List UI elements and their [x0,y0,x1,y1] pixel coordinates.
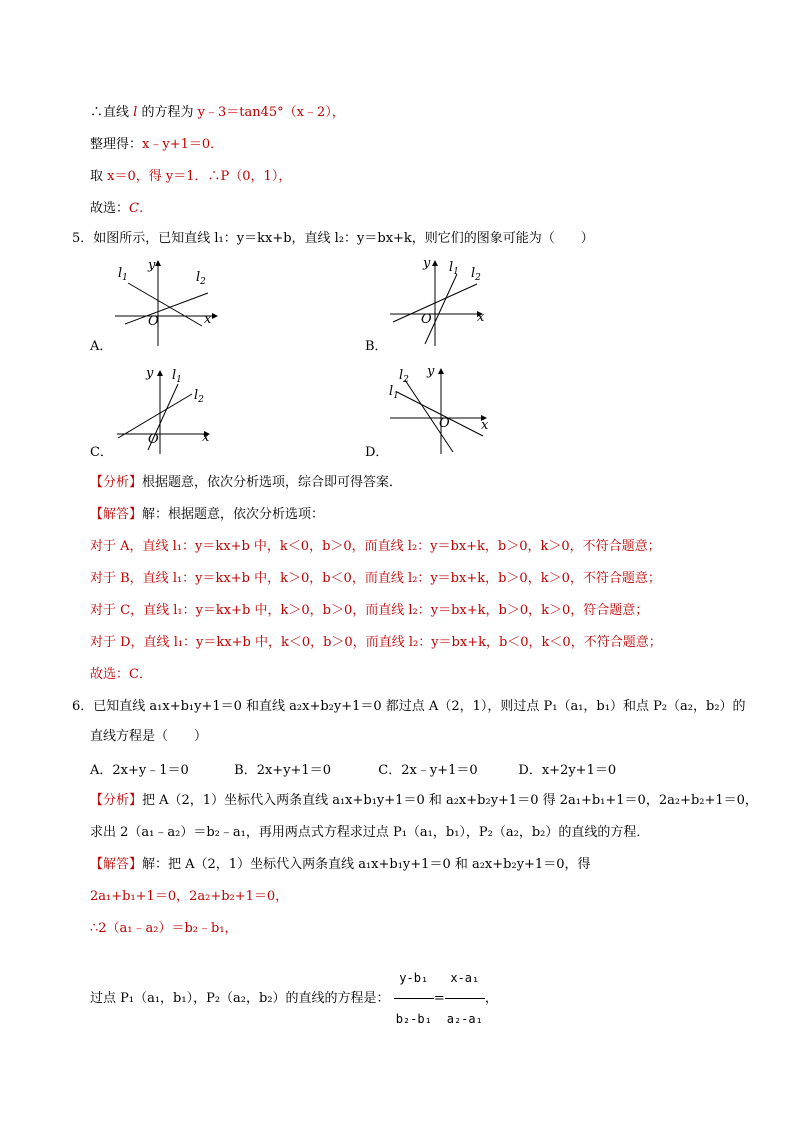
text: ， [484,991,498,1006]
graph-b [385,256,495,348]
text: x＝0，得 [107,169,162,184]
q6-answer-3: ∴2（a₁﹣a₂）＝b₂﹣b₁， [90,921,238,936]
analysis-tag: 【分析】 [90,475,143,490]
text: 整理得： [90,137,143,152]
q5-analysis [90,474,402,492]
origin-label: O [148,314,159,329]
q6-option-a: A．2x+y﹣1＝0 [90,763,189,778]
graph-c [112,364,222,456]
origin-label: O [148,432,159,447]
answer-tag: 【解答】 [90,507,143,522]
x-label: x [202,430,210,445]
q6-option-d: D．x+2y+1＝0 [518,763,617,778]
y-arrow-icon [157,370,163,376]
answer-tag: 【解答】 [90,857,143,872]
text: 1 [453,267,459,277]
text: l [172,368,177,383]
q6-answer-1 [90,856,590,874]
line-l1 [425,274,457,344]
equals-sign: = [433,991,445,1006]
l2-label [399,368,409,385]
text: 2 [198,395,204,405]
text: l [133,105,138,120]
text: 2 [403,375,409,385]
fraction-1-numerator: y-b₁ [394,958,434,999]
text: 故选： [90,201,130,216]
q6-analysis-1 [90,792,758,810]
q6-options [90,762,616,780]
x-label: x [481,418,489,433]
l1-label [118,266,128,283]
fraction-1-denominator: b₂-b₁ [395,1012,432,1026]
y-arrow-icon [438,368,444,374]
x-label: x [477,310,485,325]
y-label: y [423,256,431,271]
fraction-2-numerator: x-a₁ [445,958,485,999]
sol4-line3 [90,168,291,186]
text: 1 [393,391,399,401]
text: 取 [90,169,104,184]
q6-answer-2: 2a₁+b₁+1＝0，2a₂+b₂+1＝0， [90,889,289,904]
option-d-label: D． [365,445,389,460]
text: l [194,388,199,403]
text: 解：根据题意，依次分析选项： [142,507,325,522]
graph-a [110,258,220,348]
q6-option-b: B．2x+y+1＝0 [234,763,331,778]
text: 的方程为 [141,105,194,120]
x-arrow-icon [212,313,218,319]
fraction-2-denominator: a₂-a₁ [446,1012,483,1026]
text: P（0，1）， [220,169,292,184]
y-arrow-icon [155,260,161,266]
text: l [471,266,476,281]
option-b-label: B． [365,339,388,354]
sol4-line1 [90,104,345,122]
q6-stem: 6．已知直线 a₁x+b₁y+1＝0 和直线 a₂x+b₂y+1＝0 都过点 A（2，1），则过点 P₁（a₁，b₁）和点 P₂（a₂，b₂）的 [72,699,746,714]
l2-label [194,388,204,405]
text: l [196,270,201,285]
line-l2 [125,293,208,324]
l1-label [172,368,182,385]
y-label: y [427,364,435,379]
y-label: y [148,258,156,273]
origin-label: O [421,312,432,327]
text: 根据题意，依次分析选项，综合即可得答案． [142,475,403,490]
text: l [399,368,404,383]
text: 2 [200,277,206,287]
x-label: x [204,312,212,327]
text: l [118,266,123,281]
graph-d [385,364,495,456]
q5-option-c-analysis: 对于 C，直线 l₁：y＝kx+b 中，k＞0，b＞0，而直线 l₂：y＝bx+k，b＞0，k＞0，符合题意； [90,603,649,618]
text: 把 A（2，1）坐标代入两条直线 a₁x+b₁y+1＝0 和 a₂x+b₂y+1＝0 得 2a₁+b₁+1＝0，2a₂+b₂+1＝0， [142,793,758,808]
fraction-1 [394,958,434,1039]
sol4-line4 [90,200,152,218]
q5-answer [90,506,324,524]
line-l1 [128,283,202,326]
text: ∴直线 [90,105,130,120]
origin-label: O [439,416,450,431]
q5-final: 故选：C． [90,667,152,682]
text: x﹣y+1＝0． [142,137,224,152]
q5-option-d-analysis: 对于 D，直线 l₁：y＝kx+b 中，k＜0，b＞0，而直线 l₂：y＝bx+k，b＜0，k＜0，不符合题意； [90,635,662,650]
l2-label [196,270,206,287]
option-c-label: C． [90,445,113,460]
text: l [449,260,454,275]
text: y＝1．∴ [165,169,221,184]
text: 过点 P₁（a₁，b₁），P₂（a₂，b₂）的直线的方程是： [90,991,390,1006]
option-a-label: A． [90,339,113,354]
sol4-line2 [90,136,223,154]
analysis-tag: 【分析】 [90,793,143,808]
q6-answer-4 [90,958,498,1039]
y-arrow-icon [432,260,438,266]
text: 1 [122,273,128,283]
l2-label [471,266,481,283]
l1-label [389,384,399,401]
q5-option-a-analysis: 对于 A，直线 l₁：y＝kx+b 中，k＜0，b＞0，而直线 l₂：y＝bx+k，b＞0，k＞0，不符合题意； [90,539,661,554]
text: 解：把 A（2，1）坐标代入两条直线 a₁x+b₁y+1＝0 和 a₂x+b₂y+1＝0，得 [142,857,591,872]
text: y﹣3＝tan45°（x﹣2）， [197,105,345,120]
fraction-2 [445,958,485,1039]
q6-analysis-2: 求出 2（a₁﹣a₂）＝b₂﹣a₁，再用两点式方程求过点 P₁（a₁，b₁），P₂（a₂，b₂）的直线的方程． [90,825,650,840]
q5-stem: 5．如图所示，已知直线 l₁：y＝kx+b，直线 l₂：y＝bx+k，则它们的图象可能为（ ） [72,231,594,246]
l1-label [449,260,459,277]
q6-stem-cont: 直线方程是（ ） [90,729,208,744]
text: 2 [475,273,481,283]
q6-option-c: C．2x﹣y+1＝0 [378,763,478,778]
text: l [389,384,394,399]
text: 1 [176,375,182,385]
q5-option-b-analysis: 对于 B，直线 l₁：y＝kx+b 中，k＞0，b＜0，而直线 l₂：y＝bx+k，b＞0，k＞0，不符合题意； [90,571,661,586]
y-label: y [146,366,154,381]
text: C． [129,201,152,216]
